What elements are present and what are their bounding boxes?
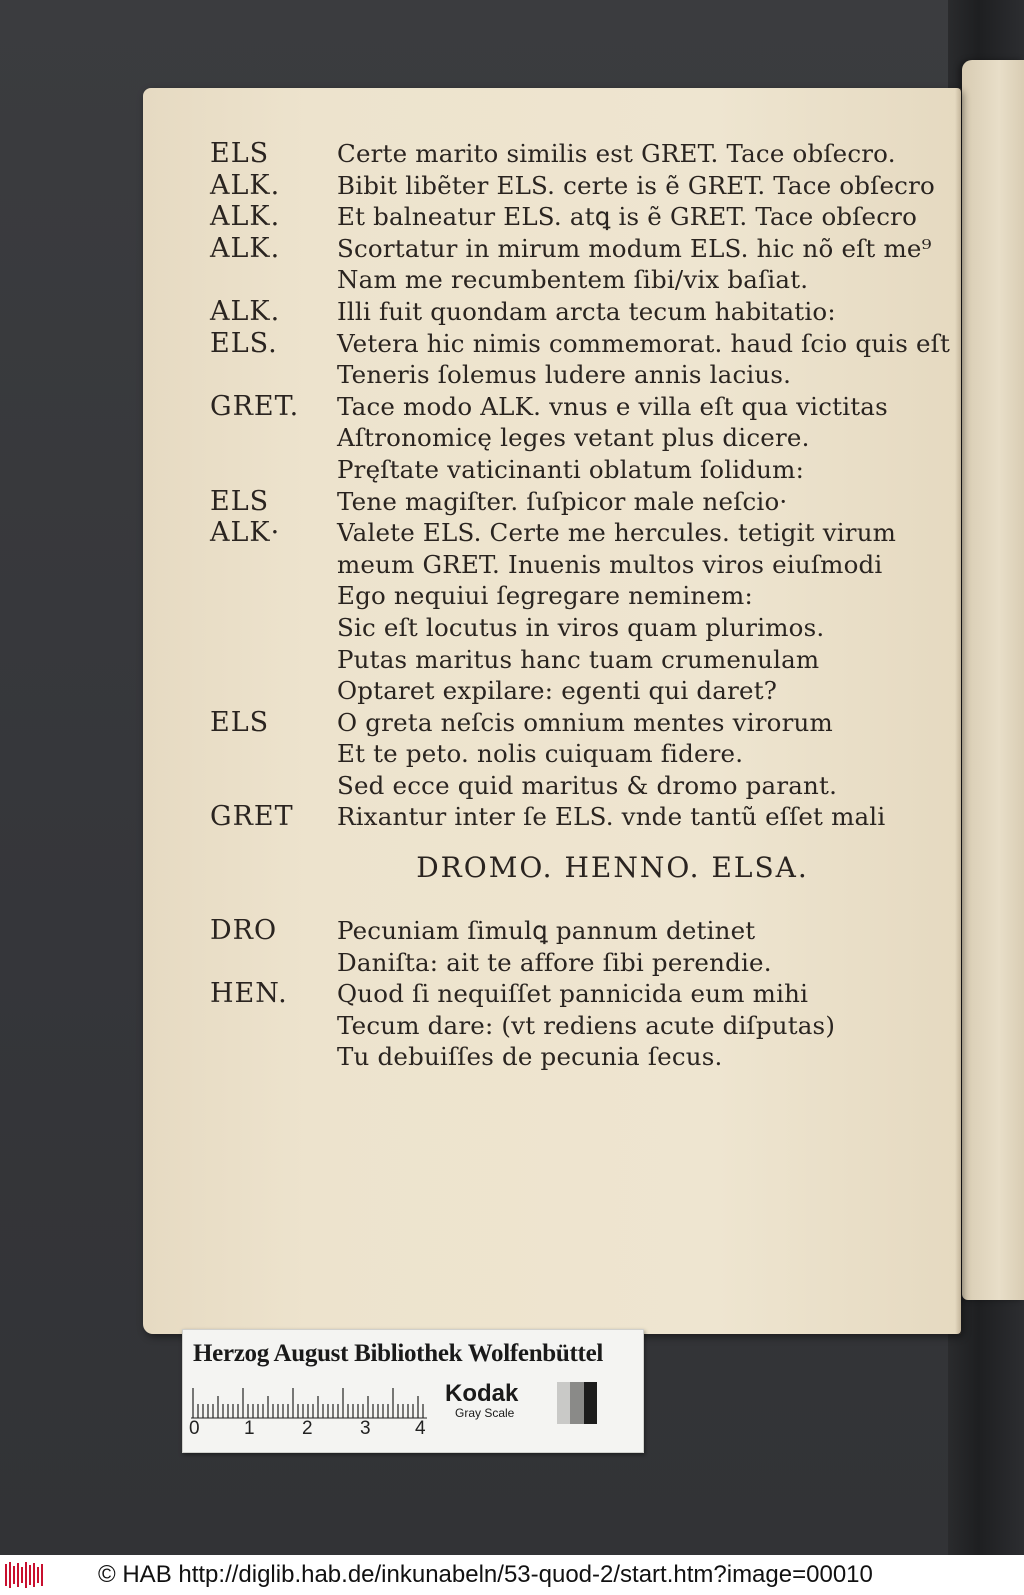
library-name: Herzog August Bibliothek Wolfenbüttel [193, 1340, 604, 1367]
verse-line [205, 327, 950, 360]
speaker-label: DRO [210, 915, 278, 947]
verse-text: Bibit libẽter ELS. certe is ẽ GRET. Tace obſecro [337, 170, 935, 200]
verse-text: Certe marito similis est GRET. Tace obſecro. [337, 139, 896, 168]
verse-text: Pecuniam ſimulꝗ pannum detinet [337, 916, 756, 946]
verse-text: Teneris ſolemus ludere annis lacius. [337, 360, 792, 390]
verse-text: Aſtronomicę leges vetant plus dicere. [337, 423, 810, 453]
speaker-label: ELS [210, 485, 270, 517]
verse-text: Tecum dare: (vt rediens acute diſputas) [337, 1010, 836, 1040]
verse-text: Tu debuiſſes de pecunia ſecus. [337, 1042, 723, 1072]
verse-line [205, 517, 925, 549]
verse-text: Nam me recumbentem ſibi/vix baſiat. [337, 265, 809, 295]
verse-line [205, 359, 925, 391]
verse-text: Tace modo ALK. vnus e villa eſt qua victitas [337, 391, 888, 421]
verse-text: Putas maritus hanc tuam crumenulam [337, 644, 820, 674]
verse-line [205, 738, 925, 770]
verse-line [205, 675, 925, 707]
verse-text: Et te peto. nolis cuiquam fidere. [337, 739, 744, 769]
verse-text: Tene magiſter. ſuſpicor male neſcio· [337, 486, 788, 516]
swatch-dark [584, 1382, 597, 1424]
ruler-number: 1 [244, 1418, 255, 1439]
verse-text: Quod ſi nequiſſet pannicida eum mihi [337, 979, 809, 1009]
page-text [205, 138, 950, 1073]
verse-line [205, 1041, 925, 1073]
verse-line [205, 549, 925, 581]
verse-line [205, 454, 925, 486]
ruler-number: 3 [360, 1418, 371, 1439]
verse-line [205, 978, 925, 1010]
verse-text: O greta neſcis omnium mentes virorum [337, 707, 833, 737]
verse-text: meum GRET. Inuenis multos viros eiuſmodi [337, 549, 883, 579]
verse-line [205, 801, 925, 833]
ruler-number: 0 [189, 1418, 200, 1439]
verse-line [205, 391, 925, 423]
verse-line [205, 486, 925, 518]
ruler-ticks-icon [191, 1382, 431, 1422]
swatch-light [557, 1382, 570, 1424]
speaker-label: ALK. [210, 201, 281, 233]
verse-line [205, 422, 925, 454]
verse-line [205, 201, 925, 233]
verse-line [205, 707, 925, 739]
verse-text: Rixantur inter ſe ELS. vnde tantũ eſſet mali [337, 802, 886, 832]
speaker-label: ELS. [210, 327, 278, 359]
speaker-label: GRET [210, 801, 294, 833]
verse-line [205, 1010, 925, 1042]
verse-text: Sic eſt locutus in viros quam plurimos. [337, 612, 825, 642]
hab-logo-icon [4, 1561, 46, 1589]
verse-line [205, 612, 925, 644]
verse-line [205, 580, 925, 612]
verse-text: Illi fuit quondam arcta tecum habitatio: [337, 296, 836, 326]
verse-line [205, 138, 925, 170]
verse-text: Et balneatur ELS. atꝗ is ẽ GRET. Tace obſecro [337, 202, 918, 232]
kodak-brand: Kodak [445, 1380, 519, 1407]
ruler-number: 2 [302, 1418, 313, 1439]
verse-text: Valete ELS. Certe me hercules. tetigit virum [337, 518, 897, 548]
speaker-label: ALK. [210, 232, 281, 264]
verse-text: Daniſta: ait te affore ſibi perendie. [337, 947, 772, 977]
facing-page-edge [962, 60, 1024, 1300]
status-bar [0, 1555, 1024, 1595]
gray-scale-label: Gray Scale [455, 1406, 515, 1420]
gray-scale-swatches [557, 1382, 597, 1424]
scale-ruler-label [182, 1329, 644, 1453]
verse-text: Sed ecce quid maritus & dromo parant. [337, 770, 838, 800]
dialogue-block-2 [205, 915, 925, 1073]
speaker-label: HEN. [210, 978, 288, 1010]
verse-text: Scortatur in mirum modum ELS. hic nõ eſt me⁹ [337, 233, 932, 263]
copyright-url[interactable]: © HAB http://diglib.hab.de/inkunabeln/53-quod-2/start.htm?image=00010 [98, 1561, 873, 1588]
verse-line [205, 169, 935, 202]
verse-line [205, 232, 932, 265]
speaker-label: ALK. [210, 295, 281, 327]
verse-text: Ego nequiui ſegregare neminem: [337, 581, 753, 611]
verse-line [205, 947, 925, 979]
verse-line [205, 915, 925, 947]
speaker-label: ELS [210, 138, 270, 169]
verse-line [205, 644, 925, 676]
verse-line [205, 296, 925, 328]
verse-text: Pręſtate vaticinanti oblatum ſolidum: [337, 454, 805, 484]
speaker-label: GRET. [210, 390, 300, 422]
swatch-mid [570, 1382, 583, 1424]
scene-heading: DROMO. HENNO. ELSA. [416, 851, 809, 885]
verse-text: Optaret expilare: egenti qui daret? [337, 676, 778, 706]
speaker-label: ALK· [210, 517, 281, 549]
ruler-numbers [183, 1418, 443, 1442]
verse-line [205, 264, 925, 296]
speaker-label: ELS [210, 706, 270, 738]
verse-line [205, 770, 925, 802]
ruler-number: 4 [415, 1418, 426, 1439]
verse-text: Vetera hic nimis commemorat. haud ſcio quis eſt [337, 328, 950, 358]
dialogue-block-1 [205, 138, 950, 833]
speaker-label: ALK. [210, 169, 281, 201]
